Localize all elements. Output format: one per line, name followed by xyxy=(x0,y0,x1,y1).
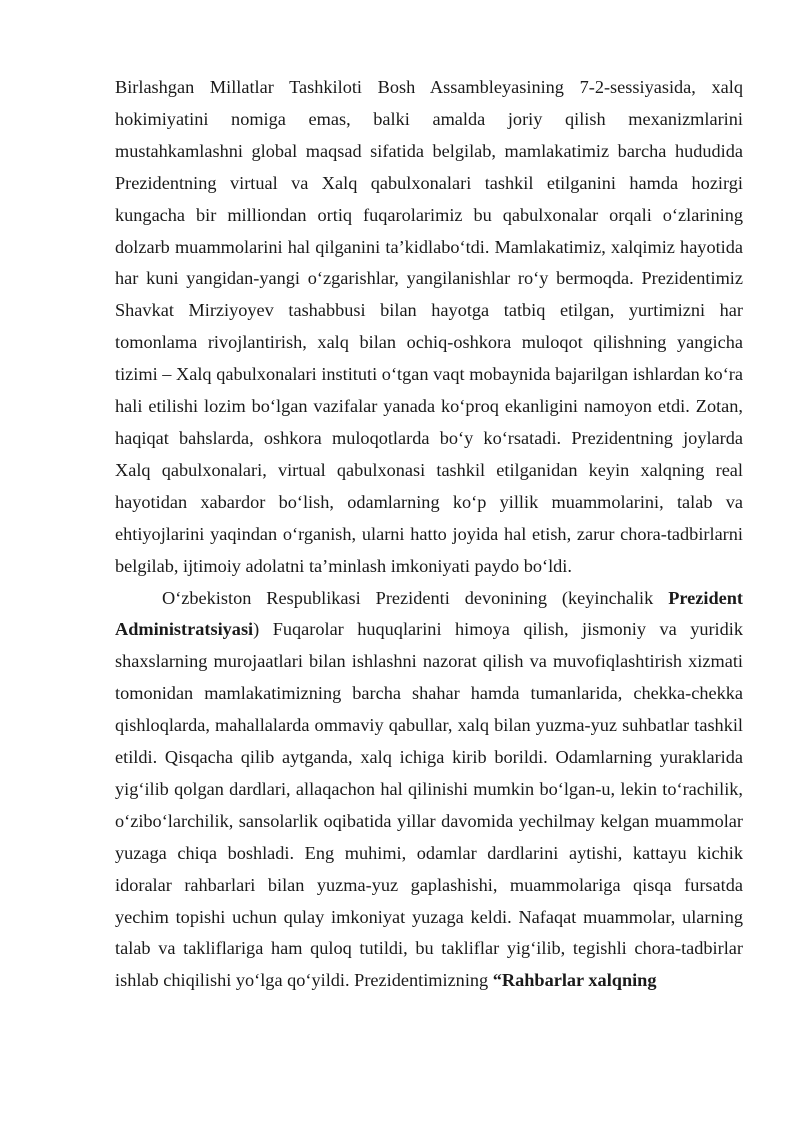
paragraph-1: Birlashgan Millatlar Tashkiloti Bosh Assambleyasining 7-2-sessiyasida, xalq hokimiyatini nomiga emas, balki amalda joriy qilish mexanizmlarini mustahkamlashni global maqsad sifatida belgilab, mamlakatimiz barcha hududida Prezidentning virtual va Xalq qabulxonalari tashkil etilganini hamda hozirgi kungacha bir milliondan ortiq fuqarolarimiz bu qabulxonalar orqali o‘zlarining dolzarb muammolarini hal qilganini ta’kidlabo‘tdi. Mamlakatimiz, xalqimiz hayotida har kuni yangidan-yangi o‘zgarishlar, yangilanishlar ro‘y bermoqda. Prezidentimiz Shavkat Mirziyoyev tashabbusi bilan hayotga tatbiq etilgan, yurtimizni har tomonlama rivojlantirish, xalq bilan ochiq-oshkora muloqot qilishning yangicha tizimi – Xalq qabulxonalari instituti o‘tgan vaqt mobaynida bajarilgan ishlardan ko‘ra hali etilishi lozim bo‘lgan vazifalar yanada ko‘proq ekanligini namoyon etdi. Zotan, haqiqat bahslarda, oshkora muloqotlarda bo‘y ko‘rsatadi. Prezidentning joylarda Xalq qabulxonalari, virtual qabulxonasi tashkil etilganidan keyin xalqning real hayotidan xabardor bo‘lish, odamlarning ko‘p yillik muammolarini, talab va ehtiyojlarini yaqindan o‘rganish, ularni hatto joyida hal etish, zarur chora-tadbirlarni belgilab, ijtimoiy adolatni ta’minlash imkoniyati paydo bo‘ldi. xyxy=(115,77,743,576)
paragraph-2-bold-quote: “Rahbarlar xalqning xyxy=(492,970,657,991)
paragraph-2 xyxy=(115,583,743,998)
paragraph-2-text-start: O‘zbekiston Respublikasi Prezidenti devonining (keyinchalik xyxy=(162,587,669,608)
paragraph-2-text-body: ) Fuqarolar huquqlarini himoya qilish, jismoniy va yuridik shaxslarning murojaatlari bilan ishlashni nazorat qilish va muvofiqlashtirish xizmati tomonidan mamlakatimizning barcha shahar hamda tumanlarida, chekka-chekka qishloqlarda, mahallalarda ommaviy qabullar, xalq bilan yuzma-yuz suhbatlar tashkil etildi. Qisqacha qilib aytganda, xalq ichiga kirib borildi. Odamlarning yuraklarida yig‘ilib qolgan dardlari, allaqachon hal qilinishi mumkin bo‘lgan-u, lekin to‘rachilik, o‘zibo‘larchilik, sansolarlik oqibatida yillar davomida yechilmay kelgan muammolar yuzaga chiqa boshladi. Eng muhimi, odamlar dardlarini aytishi, kattayu kichik idoralar rahbarlari bilan yuzma-yuz gaplashishi, muammolariga qisqa fursatda yechim topishi uchun qulay imkoniyat yuzaga keldi. Nafaqat muammolar, ularning talab va takliflariga ham quloq tutildi, bu takliflar yig‘ilib, tegishli chora-tadbirlar ishlab chiqilishi yo‘lga qo‘yildi. Prezidentimizning xyxy=(115,619,743,991)
paragraph-2-bold-term: Prezident Administratsiyasi xyxy=(115,587,743,640)
